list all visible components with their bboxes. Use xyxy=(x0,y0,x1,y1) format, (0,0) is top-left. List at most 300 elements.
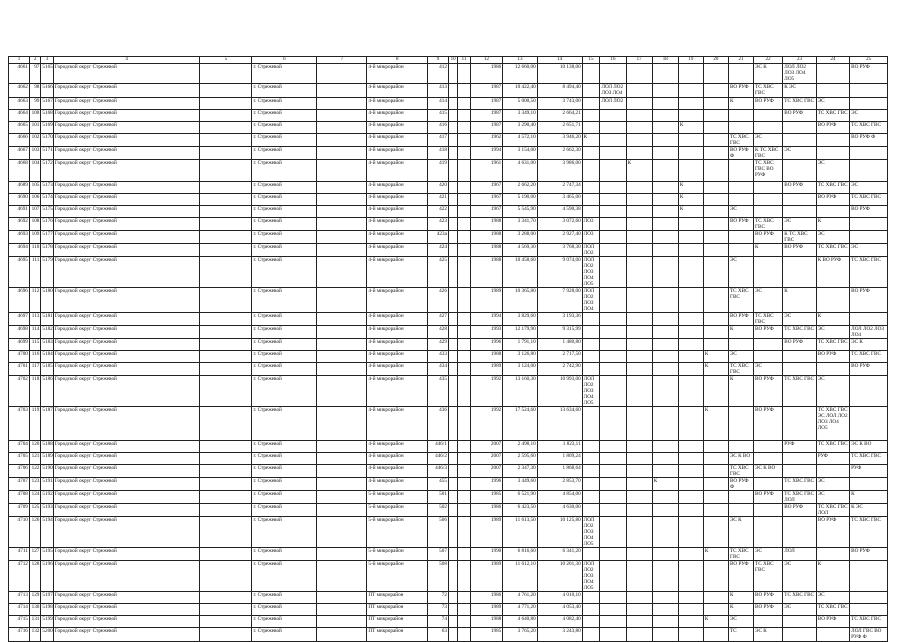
cell-c25: ЛОЛ ГВС ВО РУФ Ф xyxy=(850,628,888,642)
cell-city: г. Стрежевой xyxy=(252,313,317,326)
cell-no: 104 xyxy=(29,160,40,182)
cell-id: 4702 xyxy=(9,376,30,407)
cell-city: г. Стрежевой xyxy=(252,134,317,147)
cell-c19 xyxy=(678,616,703,628)
cell-empty xyxy=(448,98,457,110)
cell-district: Городской округ Стрежевой xyxy=(53,478,199,491)
cell-district: Городской округ Стрежевой xyxy=(53,288,199,313)
cell-street: 4-й микрорайон xyxy=(367,257,428,288)
cell-c18 xyxy=(652,110,678,122)
cell-house: 428 xyxy=(428,326,449,339)
cell-empty xyxy=(200,231,252,244)
cell-empty xyxy=(317,231,367,244)
cell-c25: ВО РУФ xyxy=(850,288,888,313)
cell-c21: ТС ХВС ГВС xyxy=(728,363,753,376)
cell-no: 120 xyxy=(29,441,40,453)
cell-district: Городской округ Стрежевой xyxy=(53,231,199,244)
cell-c15 xyxy=(582,441,600,453)
cell-c18 xyxy=(652,326,678,339)
cell-c19 xyxy=(678,231,703,244)
cell-c24: ЭС xyxy=(816,478,849,491)
cell-c19 xyxy=(678,465,703,478)
cell-city: г. Стрежевой xyxy=(252,206,317,218)
cell-c25 xyxy=(850,98,888,110)
cell-empty xyxy=(458,206,471,218)
column-number-row xyxy=(9,57,888,64)
cell-reg: 5177 xyxy=(41,231,54,244)
cell-district: Городской округ Стрежевой xyxy=(53,147,199,160)
cell-c17 xyxy=(626,491,652,504)
cell-street: 4-й микрорайон xyxy=(367,206,428,218)
cell-c19: К xyxy=(678,122,703,134)
table-row xyxy=(9,465,888,478)
cell-empty xyxy=(458,122,471,134)
cell-c22: ВО РУФ xyxy=(754,407,783,441)
cell-c24: ЭС xyxy=(816,98,849,110)
cell-empty xyxy=(448,160,457,182)
cell-c19 xyxy=(678,351,703,363)
column-number: 8 xyxy=(367,57,428,64)
cell-empty xyxy=(458,231,471,244)
cell-house: 455 xyxy=(428,478,449,491)
cell-id: 4705 xyxy=(9,453,30,465)
cell-district: Городской округ Стрежевой xyxy=(53,98,199,110)
cell-year: 1990 xyxy=(470,548,502,561)
cell-c23 xyxy=(783,160,816,182)
table-row xyxy=(9,491,888,504)
cell-c18 xyxy=(652,182,678,194)
cell-empty xyxy=(458,407,471,441)
cell-empty xyxy=(317,616,367,628)
cell-c25: ЭС xyxy=(850,110,888,122)
cell-c16: ЛОЛ ЛО2 xyxy=(600,98,626,110)
table-row xyxy=(9,441,888,453)
cell-id: 4689 xyxy=(9,182,30,194)
cell-area-total: 12 660,00 xyxy=(503,64,537,84)
register-sheet xyxy=(8,56,888,642)
cell-c22: ЭС xyxy=(754,363,783,376)
cell-empty xyxy=(458,288,471,313)
cell-c20: К xyxy=(703,351,728,363)
cell-area-live: 6 341,20 xyxy=(537,548,582,561)
cell-house: 446/1 xyxy=(428,441,449,453)
table-row xyxy=(9,517,888,548)
cell-id: 4696 xyxy=(9,288,30,313)
cell-c19 xyxy=(678,339,703,351)
cell-reg: 5199 xyxy=(41,616,54,628)
cell-street: 5-й микрорайон xyxy=(367,548,428,561)
cell-area-live: 3 465,00 xyxy=(537,194,582,206)
cell-id: 4703 xyxy=(9,407,30,441)
cell-empty xyxy=(317,160,367,182)
cell-empty xyxy=(448,288,457,313)
cell-house: 72 xyxy=(428,592,449,604)
cell-area-total: 4 771,20 xyxy=(503,604,537,616)
cell-c25 xyxy=(850,231,888,244)
cell-c23: ЭС xyxy=(783,313,816,326)
cell-c21: ЭС К xyxy=(728,517,753,548)
cell-c24: ТС ХВС ГВС xyxy=(816,339,849,351)
cell-empty xyxy=(317,339,367,351)
cell-area-total: 4 569,30 xyxy=(503,244,537,257)
cell-empty xyxy=(458,194,471,206)
cell-c17 xyxy=(626,504,652,517)
cell-c18 xyxy=(652,257,678,288)
cell-empty xyxy=(448,517,457,548)
cell-street: 4-й микрорайон xyxy=(367,441,428,453)
cell-c17 xyxy=(626,110,652,122)
cell-no: 132 xyxy=(29,628,40,642)
cell-empty xyxy=(448,628,457,642)
column-number: 18 xyxy=(652,57,678,64)
cell-empty xyxy=(317,110,367,122)
cell-c16 xyxy=(600,313,626,326)
cell-year: 1993 xyxy=(470,326,502,339)
cell-empty xyxy=(317,465,367,478)
cell-c18 xyxy=(652,441,678,453)
cell-area-live: 3 946,20 xyxy=(537,134,582,147)
cell-c18 xyxy=(652,64,678,84)
cell-empty xyxy=(200,147,252,160)
cell-c15 xyxy=(582,194,600,206)
cell-street: 4-й микрорайон xyxy=(367,351,428,363)
cell-district: Городской округ Стрежевой xyxy=(53,326,199,339)
cell-c24: ВО РУФ xyxy=(816,351,849,363)
cell-c18 xyxy=(652,122,678,134)
cell-c21: К xyxy=(728,592,753,604)
cell-c22: К ТС ХВС ГВС xyxy=(754,147,783,160)
cell-c23: ЭС xyxy=(783,147,816,160)
cell-c16 xyxy=(600,182,626,194)
cell-area-live: 2 717,50 xyxy=(537,351,582,363)
cell-c23: ЛОЛ ЛО2 ЛОЗ ЛО4 ЛО5 xyxy=(783,64,816,84)
column-number: 10 xyxy=(448,57,457,64)
cell-c21: ТС ХВС ГВС xyxy=(728,288,753,313)
cell-year: 1986 xyxy=(470,64,502,84)
cell-c17 xyxy=(626,604,652,616)
cell-area-live: 10 201,30 xyxy=(537,561,582,592)
cell-no: 100 xyxy=(29,110,40,122)
cell-city: г. Стрежевой xyxy=(252,257,317,288)
cell-c22: ВО РУФ xyxy=(754,98,783,110)
cell-empty xyxy=(448,592,457,604)
cell-c22 xyxy=(754,351,783,363)
cell-c24: К ВО РУФ xyxy=(816,257,849,288)
cell-c21 xyxy=(728,122,753,134)
cell-c20: К xyxy=(703,363,728,376)
cell-city: г. Стрежевой xyxy=(252,218,317,231)
cell-c17 xyxy=(626,134,652,147)
table-row xyxy=(9,64,888,84)
cell-id: 4716 xyxy=(9,628,30,642)
cell-area-live: 2 853,70 xyxy=(537,478,582,491)
cell-id: 4691 xyxy=(9,206,30,218)
cell-district: Городской округ Стрежевой xyxy=(53,504,199,517)
cell-c21: ТС xyxy=(728,628,753,642)
cell-c21: ВО РУФ Ф xyxy=(728,147,753,160)
cell-district: Городской округ Стрежевой xyxy=(53,339,199,351)
cell-c16 xyxy=(600,326,626,339)
cell-reg: 5197 xyxy=(41,592,54,604)
cell-empty xyxy=(200,604,252,616)
cell-district: Городской округ Стрежевой xyxy=(53,604,199,616)
cell-area-total: 6 521,90 xyxy=(503,491,537,504)
cell-empty xyxy=(317,548,367,561)
column-number: 16 xyxy=(600,57,626,64)
cell-city: г. Стрежевой xyxy=(252,351,317,363)
cell-area-total: 10 422,40 xyxy=(503,84,537,98)
cell-c16 xyxy=(600,64,626,84)
cell-id: 4707 xyxy=(9,478,30,491)
cell-c15 xyxy=(582,491,600,504)
cell-district: Городской округ Стрежевой xyxy=(53,561,199,592)
cell-c17 xyxy=(626,313,652,326)
cell-c21: ЭС xyxy=(728,616,753,628)
column-number: 13 xyxy=(503,57,537,64)
cell-c23 xyxy=(783,351,816,363)
cell-c16 xyxy=(600,134,626,147)
cell-c20 xyxy=(703,628,728,642)
cell-empty xyxy=(317,84,367,98)
cell-house: 436 xyxy=(428,407,449,441)
cell-street: 4-й микрорайон xyxy=(367,339,428,351)
cell-empty xyxy=(317,504,367,517)
cell-c17 xyxy=(626,351,652,363)
cell-c22: ВО РУФ xyxy=(754,231,783,244)
cell-empty xyxy=(317,206,367,218)
cell-c17 xyxy=(626,218,652,231)
cell-c20 xyxy=(703,288,728,313)
cell-empty xyxy=(200,218,252,231)
cell-year: 1967 xyxy=(470,182,502,194)
cell-empty xyxy=(448,218,457,231)
cell-empty xyxy=(317,592,367,604)
cell-c24 xyxy=(816,465,849,478)
cell-house: 419 xyxy=(428,160,449,182)
cell-c19 xyxy=(678,548,703,561)
cell-c18 xyxy=(652,465,678,478)
cell-c23 xyxy=(783,453,816,465)
cell-district: Городской округ Стрежевой xyxy=(53,64,199,84)
cell-c23 xyxy=(783,465,816,478)
cell-district: Городской округ Стрежевой xyxy=(53,122,199,134)
cell-area-total: 3 765,20 xyxy=(503,628,537,642)
cell-c25: ТС ХВС ГВС xyxy=(850,122,888,134)
cell-street: 4-й микрорайон xyxy=(367,160,428,182)
cell-area-total: 2 347,30 xyxy=(503,465,537,478)
cell-year: 1989 xyxy=(470,288,502,313)
cell-c19 xyxy=(678,491,703,504)
cell-empty xyxy=(200,313,252,326)
cell-c18 xyxy=(652,592,678,604)
table-row xyxy=(9,339,888,351)
cell-c19 xyxy=(678,441,703,453)
cell-c22 xyxy=(754,257,783,288)
cell-c19: К xyxy=(678,182,703,194)
cell-id: 4709 xyxy=(9,504,30,517)
cell-house: 420 xyxy=(428,182,449,194)
cell-c22: ТС ХВС ГВС xyxy=(754,313,783,326)
cell-area-total: 2 595,60 xyxy=(503,453,537,465)
cell-id: 4715 xyxy=(9,616,30,628)
cell-reg: 5171 xyxy=(41,147,54,160)
cell-no: 126 xyxy=(29,517,40,548)
cell-id: 4708 xyxy=(9,491,30,504)
cell-c24: ТС ХВС ГВС ЭС ЛОЛ ЛО2 ЛОЗ ЛО4 ЛО5 xyxy=(816,407,849,441)
cell-c25: ТС ХВС ГВС xyxy=(850,194,888,206)
cell-street: 4-й микрорайон xyxy=(367,194,428,206)
cell-c15 xyxy=(582,616,600,628)
cell-empty xyxy=(458,592,471,604)
cell-c17 xyxy=(626,616,652,628)
cell-year: 1985 xyxy=(470,628,502,642)
table-row xyxy=(9,453,888,465)
cell-c24 xyxy=(816,363,849,376)
cell-c23 xyxy=(783,122,816,134)
cell-c19 xyxy=(678,257,703,288)
cell-c20 xyxy=(703,465,728,478)
cell-no: 108 xyxy=(29,218,40,231)
cell-empty xyxy=(448,122,457,134)
cell-c22: ЭС xyxy=(754,548,783,561)
cell-c20 xyxy=(703,194,728,206)
cell-reg: 5166 xyxy=(41,84,54,98)
cell-c22: ТС ХВС ГВС xyxy=(754,84,783,98)
cell-c16 xyxy=(600,453,626,465)
cell-c19 xyxy=(678,326,703,339)
cell-c22 xyxy=(754,504,783,517)
cell-c24 xyxy=(816,628,849,642)
cell-area-live: 4 053,40 xyxy=(537,604,582,616)
cell-c25: К xyxy=(850,491,888,504)
cell-c16 xyxy=(600,160,626,182)
table-row xyxy=(9,351,888,363)
cell-area-total: 17 524,60 xyxy=(503,407,537,441)
cell-reg: 5185 xyxy=(41,363,54,376)
cell-c24: ЭС xyxy=(816,592,849,604)
cell-c16 xyxy=(600,339,626,351)
cell-c22 xyxy=(754,616,783,628)
cell-no: 113 xyxy=(29,313,40,326)
table-row xyxy=(9,98,888,110)
cell-street: 5-й микрорайон xyxy=(367,504,428,517)
cell-district: Городской округ Стрежевой xyxy=(53,134,199,147)
cell-house: 412 xyxy=(428,64,449,84)
cell-no: 114 xyxy=(29,326,40,339)
cell-empty xyxy=(458,257,471,288)
cell-area-total: 5 000,50 xyxy=(503,98,537,110)
cell-c25: ЭС xyxy=(850,244,888,257)
cell-district: Городской округ Стрежевой xyxy=(53,218,199,231)
cell-year: 1987 xyxy=(470,110,502,122)
cell-no: 119 xyxy=(29,407,40,441)
cell-city: г. Стрежевой xyxy=(252,326,317,339)
cell-area-live: 3 243,80 xyxy=(537,628,582,642)
table-row xyxy=(9,122,888,134)
cell-c15 xyxy=(582,407,600,441)
cell-street: ПТ микрорайон xyxy=(367,592,428,604)
cell-empty xyxy=(317,313,367,326)
cell-c24: ВО РУФ xyxy=(816,517,849,548)
cell-c25: ЭС К xyxy=(850,339,888,351)
cell-c16 xyxy=(600,561,626,592)
cell-c22 xyxy=(754,206,783,218)
cell-c24: ЭС xyxy=(816,491,849,504)
cell-c15 xyxy=(582,548,600,561)
cell-house: 424 xyxy=(428,244,449,257)
table-row xyxy=(9,231,888,244)
cell-c25: К ЭС xyxy=(850,504,888,517)
cell-c22 xyxy=(754,182,783,194)
cell-empty xyxy=(448,206,457,218)
cell-reg: 5178 xyxy=(41,244,54,257)
cell-empty xyxy=(200,110,252,122)
cell-c22 xyxy=(754,339,783,351)
cell-c20 xyxy=(703,592,728,604)
cell-empty xyxy=(200,122,252,134)
cell-c20 xyxy=(703,604,728,616)
cell-area-total: 13 160,30 xyxy=(503,376,537,407)
cell-empty xyxy=(458,604,471,616)
cell-c16: ЛОЛ ЛО2 ЛОЗ ЛО4 xyxy=(600,84,626,98)
column-number: 19 xyxy=(678,57,703,64)
cell-area-live: 9 315,99 xyxy=(537,326,582,339)
cell-c23: ТС ХВС ГВС xyxy=(783,478,816,491)
cell-empty xyxy=(200,64,252,84)
cell-c15: ЛО3 xyxy=(582,231,600,244)
cell-c19 xyxy=(678,244,703,257)
cell-c18 xyxy=(652,313,678,326)
table-row xyxy=(9,363,888,376)
cell-no: 122 xyxy=(29,465,40,478)
cell-empty xyxy=(448,257,457,288)
cell-c17 xyxy=(626,339,652,351)
cell-c16 xyxy=(600,491,626,504)
cell-empty xyxy=(317,194,367,206)
cell-no: 125 xyxy=(29,504,40,517)
cell-empty xyxy=(458,64,471,84)
cell-id: 4714 xyxy=(9,604,30,616)
cell-c23: К xyxy=(783,288,816,313)
cell-c20 xyxy=(703,218,728,231)
cell-c24: ЭС xyxy=(816,160,849,182)
cell-reg: 5167 xyxy=(41,98,54,110)
cell-area-total: 3 124,00 xyxy=(503,363,537,376)
cell-c23 xyxy=(783,363,816,376)
cell-c16 xyxy=(600,147,626,160)
cell-street: 4-й микрорайон xyxy=(367,478,428,491)
cell-empty xyxy=(448,110,457,122)
cell-year: 1988 xyxy=(470,218,502,231)
cell-c21 xyxy=(728,491,753,504)
cell-c20 xyxy=(703,376,728,407)
cell-c20 xyxy=(703,517,728,548)
cell-no: 109 xyxy=(29,231,40,244)
cell-area-live: 10 125,80 xyxy=(537,517,582,548)
table-row xyxy=(9,147,888,160)
table-row xyxy=(9,616,888,628)
cell-c17: К xyxy=(626,160,652,182)
cell-c22 xyxy=(754,122,783,134)
cell-city: г. Стрежевой xyxy=(252,84,317,98)
cell-no: 124 xyxy=(29,491,40,504)
cell-c25 xyxy=(850,407,888,441)
cell-c18 xyxy=(652,84,678,98)
cell-reg: 5182 xyxy=(41,326,54,339)
cell-c18 xyxy=(652,363,678,376)
cell-c20 xyxy=(703,231,728,244)
cell-c18 xyxy=(652,351,678,363)
